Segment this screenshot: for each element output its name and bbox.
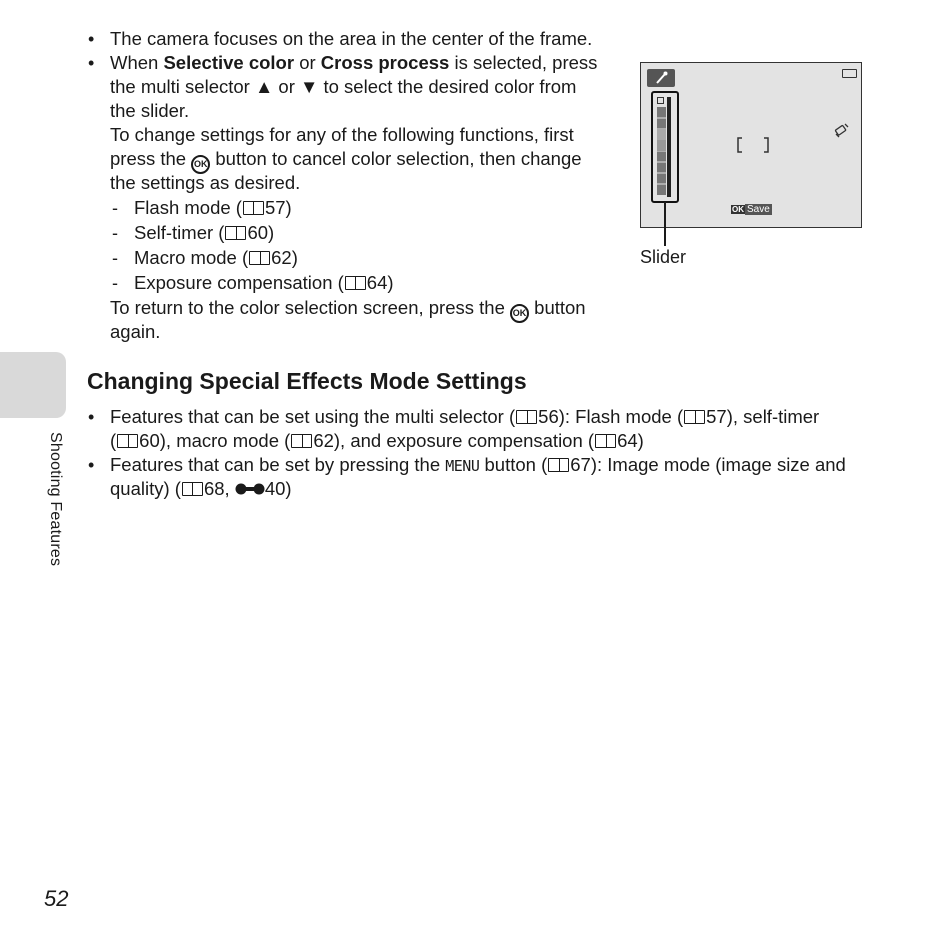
reference-section-icon (235, 482, 265, 496)
menu-features-line-2 (110, 477, 292, 501)
change-settings-line-1: To change settings for any of the following functions, first (110, 124, 574, 145)
menu-features-line-1 (110, 453, 846, 478)
text-run: 60), macro mode ( (139, 430, 291, 451)
text-run: Flash mode ( (134, 197, 242, 218)
bullet-marker: • (88, 407, 95, 427)
text-run: 40) (264, 478, 292, 499)
selective-color-line-2 (110, 75, 576, 99)
text-run: Features that can be set using the multi selector ( (110, 406, 516, 427)
cross-process-term: Cross process (320, 52, 450, 73)
text-run: or (273, 76, 301, 97)
slider-leader-line (664, 202, 666, 246)
slider-label: Slider (640, 247, 687, 267)
text-run: 57), self-timer (706, 406, 820, 427)
book-icon (684, 410, 705, 424)
text-run: or (294, 52, 321, 73)
text-run: ( (110, 430, 117, 451)
text-run: to select the desired color from (318, 76, 577, 97)
side-tab (0, 352, 66, 418)
ok-button-icon: OK (191, 155, 210, 174)
book-icon (117, 434, 138, 448)
text-run: 68, (203, 478, 235, 499)
save-label: Save (747, 204, 770, 215)
list-item (134, 246, 298, 270)
color-slider[interactable] (651, 91, 679, 203)
text-run: Self-timer ( (134, 222, 225, 243)
dash-marker: - (112, 273, 118, 293)
battery-icon (842, 69, 857, 78)
section-heading: Changing Special Effects Mode Settings (87, 368, 527, 394)
book-icon (548, 458, 569, 472)
dash-marker: - (112, 198, 118, 218)
dash-marker: - (112, 223, 118, 243)
change-settings-line-2 (110, 147, 582, 174)
list-item (134, 221, 274, 245)
text-run: 67): Image mode (image size and (570, 454, 846, 475)
book-icon (345, 276, 366, 290)
text-run: button ( (479, 454, 548, 475)
eyedropper-icon (647, 69, 675, 87)
multi-selector-features-line-1 (110, 405, 819, 429)
dash-marker: - (112, 248, 118, 268)
bullet-marker: • (88, 455, 95, 475)
text-run: button to cancel color selection, then change (210, 148, 582, 169)
text-run: 64) (617, 430, 644, 451)
side-tab-label: Shooting Features (47, 432, 64, 567)
down-arrow-icon: ▼ (300, 76, 319, 97)
bullet-marker: • (88, 53, 95, 73)
text-run: 57) (264, 197, 292, 218)
focus-brackets-icon (736, 137, 770, 153)
slider-graphic (653, 93, 677, 201)
selective-color-term: Selective color (163, 52, 295, 73)
vibration-reduction-icon (833, 121, 851, 139)
camera-screen-illustration (640, 62, 862, 228)
text-run: 60) (247, 222, 275, 243)
up-arrow-icon: ▲ (254, 76, 274, 97)
multi-selector-features-line-2 (110, 429, 644, 453)
return-line-1 (110, 296, 586, 323)
bullet-marker: • (88, 29, 95, 49)
ok-save-hint (731, 203, 772, 217)
focus-note: The camera focuses on the area in the center of the frame. (110, 28, 593, 49)
text-run: Features that can be set by pressing the (110, 454, 446, 475)
book-icon (225, 226, 246, 240)
text-run: 56): Flash mode ( (538, 406, 684, 427)
text-run: quality) ( (110, 478, 181, 499)
book-icon (243, 201, 264, 215)
return-line-2: again. (110, 321, 161, 342)
list-item (134, 196, 292, 220)
change-settings-line-3: the settings as desired. (110, 172, 301, 193)
text-run: the multi selector (110, 76, 255, 97)
book-icon (182, 482, 203, 496)
text-run: When (110, 52, 164, 73)
text-run: 64) (366, 272, 394, 293)
text-run: 62) (271, 247, 298, 268)
eyedropper-glyph (647, 69, 675, 87)
ok-icon: OK (732, 205, 744, 214)
page-number: 52 (44, 886, 69, 911)
text-run: press the (110, 148, 192, 169)
text-run: Exposure compensation ( (134, 272, 344, 293)
book-icon (249, 251, 270, 265)
text-run: 62), and exposure compensation ( (313, 430, 595, 451)
book-icon (516, 410, 537, 424)
book-icon (595, 434, 616, 448)
menu-button-glyph: MENU (445, 457, 480, 475)
text-run: To return to the color selection screen, press the (110, 297, 511, 318)
text-run: Macro mode ( (134, 247, 249, 268)
ok-button-icon: OK (510, 304, 529, 323)
text-run: is selected, press (449, 52, 598, 73)
selective-color-line-1 (110, 51, 597, 75)
text-run: button (529, 297, 586, 318)
book-icon (291, 434, 312, 448)
selective-color-line-3: the slider. (110, 100, 190, 121)
list-item (134, 271, 394, 295)
